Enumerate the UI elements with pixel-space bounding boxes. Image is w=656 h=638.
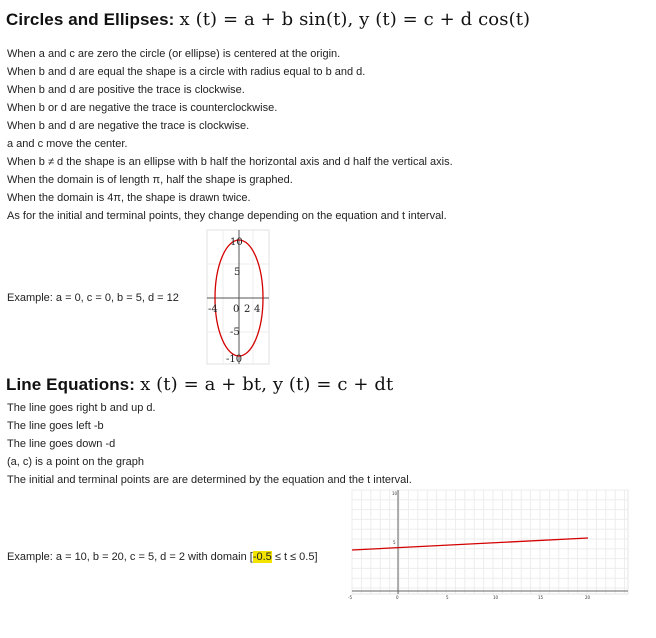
circles-heading-label: Circles and Ellipses:	[6, 10, 175, 29]
line-note: (a, c) is a point on the graph	[7, 456, 144, 468]
circles-notes	[7, 45, 453, 225]
ellipse-plot	[203, 228, 275, 368]
line-heading-label: Line Equations:	[6, 375, 135, 394]
line-notes	[7, 399, 412, 489]
circles-note: When b ≠ d the shape is an ellipse with b half the horizontal axis and d half the vertical axis.	[7, 156, 453, 168]
line-x-tick: 20	[585, 595, 591, 600]
ellipse-x-tick: -4	[208, 304, 218, 315]
circles-note: When the domain is 4π, the shape is drawn twice.	[7, 192, 251, 204]
ellipse-y-tick: -5	[230, 327, 240, 338]
line-plot	[346, 486, 636, 602]
circles-heading-equation: x (t) = a + b sin(t), y (t) = c + d cos(t)	[179, 9, 531, 30]
circles-note: When a and c are zero the circle (or ellipse) is centered at the origin.	[7, 48, 341, 60]
ellipse-x-tick: 4	[254, 304, 261, 315]
ellipse-y-tick: 10	[230, 237, 243, 248]
line-x-tick: 10	[493, 595, 499, 600]
line-y-tick: 10	[392, 491, 398, 496]
line-x-tick: 5	[446, 595, 449, 600]
circles-note: When b and d are negative the trace is clockwise.	[7, 120, 250, 132]
line-x-tick: -5	[348, 595, 352, 600]
ellipse-y-tick: -10	[226, 354, 243, 365]
line-note: The line goes left -b	[7, 420, 104, 432]
circles-note: a and c move the center.	[7, 138, 128, 150]
line-example-prefix: Example: a = 10, b = 20, c = 5, d = 2 with domain [	[7, 551, 253, 563]
line-example-suffix: ≤ t ≤ 0.5]	[271, 551, 318, 563]
ellipse-x-tick: 0	[233, 304, 240, 315]
ellipse-y-tick: 5	[234, 267, 241, 278]
line-x-tick: 0	[396, 595, 399, 600]
line-example-highlight: -0.5	[252, 551, 272, 563]
line-x-tick: 15	[538, 595, 544, 600]
circles-note: When the domain is of length π, half the shape is graphed.	[7, 174, 293, 186]
line-y-tick: 5	[393, 540, 396, 545]
line-note: The initial and terminal points are are determined by the equation and the t interval.	[7, 474, 412, 486]
circles-note: When b and d are equal the shape is a circle with radius equal to b and d.	[7, 66, 366, 78]
circles-note: As for the initial and terminal points, they change depending on the equation and t interval.	[7, 210, 447, 222]
circles-heading	[6, 9, 530, 30]
line-heading	[6, 374, 393, 395]
circles-note: When b or d are negative the trace is counterclockwise.	[7, 102, 278, 114]
line-example	[7, 551, 318, 563]
line-note: The line goes right b and up d.	[7, 402, 156, 414]
line-note: The line goes down -d	[7, 438, 116, 450]
circles-note: When b and d are positive the trace is clockwise.	[7, 84, 245, 96]
line-heading-equation: x (t) = a + bt, y (t) = c + dt	[140, 374, 394, 395]
circles-example-text: Example: a = 0, c = 0, b = 5, d = 12	[7, 292, 179, 304]
ellipse-x-tick: 2	[244, 304, 251, 315]
